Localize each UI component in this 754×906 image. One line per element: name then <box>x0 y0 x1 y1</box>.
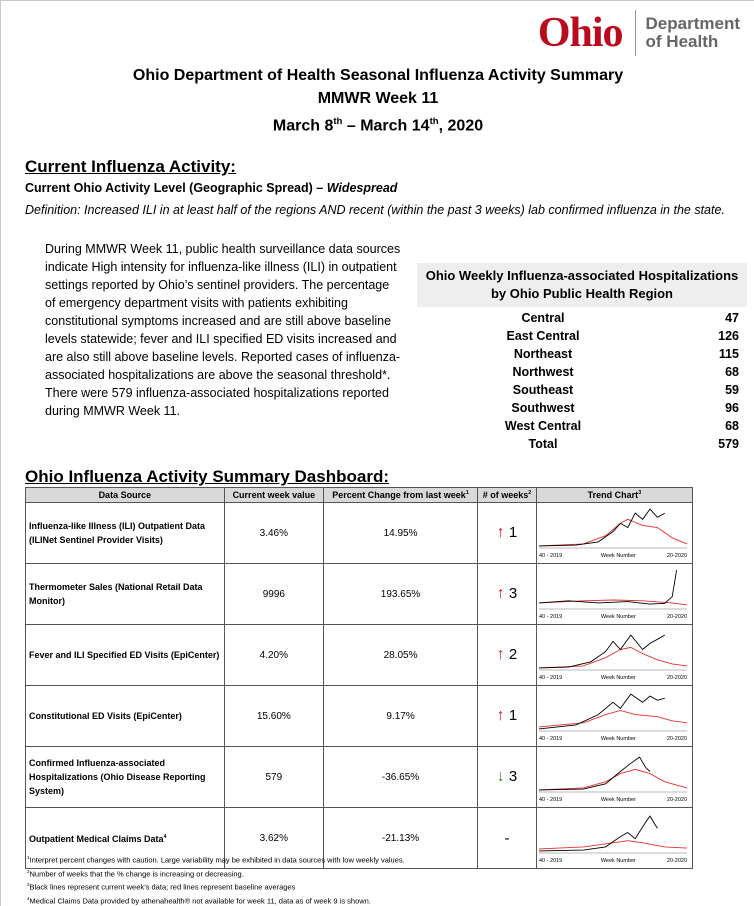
activity-level-label: Current Ohio Activity Level (Geographic Spread) – <box>25 181 327 195</box>
trend-axis-label: 20-2020 <box>666 675 687 681</box>
weeks-count: 3 <box>508 768 518 785</box>
data-source-label: Outpatient Medical Claims Data <box>29 834 164 844</box>
date-end: – March 14 <box>342 117 430 135</box>
region-name: Central <box>521 311 565 325</box>
footnote-text: Number of weeks that the % change is increasing or decreasing. <box>29 869 244 878</box>
footnote-text: Black lines represent current week’s data; red lines represent baseline averages <box>29 882 296 892</box>
weeks-cell <box>478 503 537 564</box>
header-pct-text: Percent Change from last week <box>332 490 466 500</box>
footnote-text: Interpret percent changes with caution. Large variability may be exhibited in data sources with low weekly values. <box>29 855 405 865</box>
current-value-cell: 15.60% <box>224 686 323 747</box>
trend-axis-label: Week Number <box>600 675 636 681</box>
current-series-line <box>539 694 665 729</box>
data-source-cell <box>26 686 225 747</box>
arrow-up-icon: ↑ <box>496 524 505 541</box>
region-name: Northwest <box>512 365 574 379</box>
trend-axis-label: Week Number <box>600 858 636 864</box>
weeks-count: - <box>504 829 510 847</box>
region-count: 579 <box>718 437 739 451</box>
data-source-label: Influenza-like Illness (ILI) Outpatient Data (ILINet Sentinel Provider Visits) <box>29 521 206 545</box>
weeks-count: 1 <box>508 524 518 541</box>
header-pct-sup: 1 <box>465 490 469 496</box>
trend-chart-cell <box>536 747 692 808</box>
data-source-label: Fever and ILI Specified ED Visits (EpiCenter) <box>29 650 220 660</box>
footnote <box>27 893 405 906</box>
region-name: Total <box>528 437 558 451</box>
dashboard-row <box>26 564 693 625</box>
footnote <box>27 852 405 866</box>
region-count: 68 <box>725 365 739 379</box>
header-weeks-sup: 2 <box>528 490 532 496</box>
trend-sparkline <box>537 504 689 560</box>
date-start-suffix: th <box>333 116 343 127</box>
trend-sparkline <box>537 809 689 865</box>
weeks-cell <box>478 747 537 808</box>
region-row <box>417 363 747 381</box>
logo-brand: Ohio <box>537 10 623 56</box>
weeks-count: 1 <box>508 707 518 724</box>
data-source-cell <box>26 625 225 686</box>
baseline-series-line <box>539 647 687 668</box>
region-name: Southeast <box>512 383 574 397</box>
dashboard-row <box>26 625 693 686</box>
region-row <box>417 345 747 363</box>
header-trend-sup: 3 <box>638 490 642 496</box>
hosp-title-line1: Ohio Weekly Influenza-associated Hospitalizations <box>425 268 739 283</box>
date-year: , 2020 <box>438 117 484 135</box>
percent-change-cell: 9.17% <box>324 686 478 747</box>
region-row <box>417 381 747 399</box>
header-trend-text: Trend Chart <box>587 490 639 500</box>
trend-axis-label: 40 - 2019 <box>538 736 563 742</box>
current-value-cell: 4.20% <box>224 625 323 686</box>
report-week: MMWR Week 11 <box>317 90 439 107</box>
region-count: 126 <box>718 329 739 343</box>
data-source-cell <box>26 564 225 625</box>
report-date-range <box>1 111 754 137</box>
activity-level <box>25 181 397 195</box>
activity-definition: Definition: Increased ILI in at least half of the regions AND recent (within the past 3 weeks) lab confirmed influenza in the state. <box>25 203 725 217</box>
footnote <box>27 866 405 880</box>
current-series-line <box>539 509 665 546</box>
arrow-up-icon: ↑ <box>496 646 505 663</box>
region-count: 68 <box>725 419 739 433</box>
baseline-series-line <box>539 519 687 546</box>
current-series-line <box>539 570 677 604</box>
trend-axis-label: 20-2020 <box>666 858 687 864</box>
ohio-department-of-health-logo <box>538 9 740 57</box>
footnote-number: 3 <box>27 882 30 887</box>
date-start: March 8 <box>272 117 334 135</box>
current-series-line <box>539 635 665 668</box>
header-trend-chart <box>536 488 692 503</box>
date-end-suffix: th <box>429 116 439 127</box>
trend-axis-label: Week Number <box>600 614 636 620</box>
trend-axis-label: 20-2020 <box>666 736 687 742</box>
trend-axis-label: 40 - 2019 <box>538 675 563 681</box>
trend-chart-cell <box>536 625 692 686</box>
footnote-text: Medical Claims Data provided by athenahealth® not available for week 11, data as of week 9 is shown. <box>29 896 371 905</box>
region-count: 47 <box>725 311 739 325</box>
trend-axis-label: 20-2020 <box>666 553 687 559</box>
footnote-number: 4 <box>27 895 30 901</box>
percent-change-cell: -36.65% <box>324 747 478 808</box>
activity-level-value: Widespread <box>326 181 398 195</box>
trend-axis-label: 40 - 2019 <box>538 553 563 559</box>
baseline-series-line <box>539 769 687 790</box>
footnote <box>27 879 405 893</box>
trend-axis-label: 20-2020 <box>666 797 687 803</box>
weeks-cell <box>478 564 537 625</box>
trend-sparkline <box>537 565 689 621</box>
dashboard-heading: Ohio Influenza Activity Summary Dashboard: <box>25 467 389 486</box>
logo-department <box>646 15 740 51</box>
logo-divider <box>635 10 636 56</box>
current-value-cell: 9996 <box>224 564 323 625</box>
footnote-number: 2 <box>27 868 30 874</box>
data-source-label: Thermometer Sales (National Retail Data Monitor) <box>29 582 203 606</box>
trend-axis-label: Week Number <box>600 736 636 742</box>
header-weeks-text: # of weeks <box>482 490 529 500</box>
header-number-of-weeks <box>478 488 537 503</box>
region-name: West Central <box>504 419 582 433</box>
hosp-title-line2: by Ohio Public Health Region <box>490 286 673 301</box>
source-sup: 4 <box>163 834 167 840</box>
baseline-series-line <box>539 711 687 727</box>
trend-chart-cell <box>536 564 692 625</box>
dashboard-row <box>26 686 693 747</box>
arrow-down-icon: ↓ <box>496 768 505 785</box>
data-source-label: Constitutional ED Visits (EpiCenter) <box>29 711 182 721</box>
percent-change-cell: 28.05% <box>324 625 478 686</box>
current-activity-heading: Current Influenza Activity: <box>25 157 236 176</box>
weeks-count: 2 <box>508 646 518 663</box>
trend-axis-label: 20-2020 <box>666 614 687 620</box>
trend-chart-cell <box>536 808 692 869</box>
region-row <box>417 417 747 435</box>
footnote-number: 1 <box>27 855 30 860</box>
current-series-line <box>539 816 657 851</box>
trend-chart-cell <box>536 503 692 564</box>
trend-sparkline <box>537 687 689 743</box>
trend-axis-label: 40 - 2019 <box>538 858 563 864</box>
current-value-cell: 3.62% <box>224 808 323 869</box>
region-row <box>417 309 747 327</box>
percent-change-cell: -21.13% <box>324 808 478 869</box>
percent-change-cell: 14.95% <box>324 503 478 564</box>
data-source-label: Confirmed Influenza-associated Hospitalizations (Ohio Disease Reporting System) <box>29 758 206 796</box>
trend-axis-label: 40 - 2019 <box>538 614 563 620</box>
arrow-up-icon: ↑ <box>496 707 505 724</box>
report-title: Ohio Department of Health Seasonal Influenza Activity Summary <box>132 67 624 84</box>
data-source-cell <box>26 503 225 564</box>
weeks-cell <box>478 808 537 869</box>
weeks-cell <box>478 625 537 686</box>
header-data-source: Data Source <box>26 488 225 503</box>
percent-change-cell: 193.65% <box>324 564 478 625</box>
region-count: 59 <box>725 383 739 397</box>
region-name: East Central <box>506 329 580 343</box>
arrow-up-icon: ↑ <box>496 585 505 602</box>
hospitalizations-table-title <box>417 263 747 307</box>
data-source-cell <box>26 747 225 808</box>
weeks-count: 3 <box>508 585 518 602</box>
header-percent-change <box>324 488 478 503</box>
region-row <box>417 435 747 453</box>
dashboard-row <box>26 503 693 564</box>
hospitalizations-by-region-table <box>417 263 747 453</box>
trend-axis-label: Week Number <box>600 553 636 559</box>
current-value-cell: 579 <box>224 747 323 808</box>
trend-axis-label: Week Number <box>600 797 636 803</box>
region-name: Southwest <box>511 401 575 415</box>
region-name: Northeast <box>513 347 573 361</box>
trend-sparkline <box>537 626 689 682</box>
footnotes <box>27 852 405 906</box>
trend-sparkline <box>537 748 689 804</box>
header-current-week-value: Current week value <box>224 488 323 503</box>
region-row <box>417 399 747 417</box>
current-value-cell: 3.46% <box>224 503 323 564</box>
activity-dashboard-table <box>25 487 693 869</box>
region-count: 96 <box>725 401 739 415</box>
dashboard-header-row <box>26 488 693 503</box>
trend-axis-label: 40 - 2019 <box>538 797 563 803</box>
logo-dept-line2: of Health <box>645 32 719 51</box>
weeks-cell <box>478 686 537 747</box>
dashboard-row <box>26 747 693 808</box>
logo-dept-line1: Department <box>645 14 740 33</box>
surveillance-summary-paragraph: During MMWR Week 11, public health surveillance data sources indicate High intensity for influenza-like illness (ILI) in outpatient settings reported by Ohio’s sentinel providers. The percentage of emergency department visits with patients exhibiting constitutional symptoms increased and are still above baseline levels statewide; fever and ILI specified ED visits increased and are also still above baseline levels. Reported cases of influenza-associated hospitalizations are above the seasonal threshold*. There were 579 influenza-associated hospitalizations reported during MMWR Week 11. <box>45 242 401 418</box>
region-row <box>417 327 747 345</box>
trend-chart-cell <box>536 686 692 747</box>
region-count: 115 <box>718 347 739 361</box>
